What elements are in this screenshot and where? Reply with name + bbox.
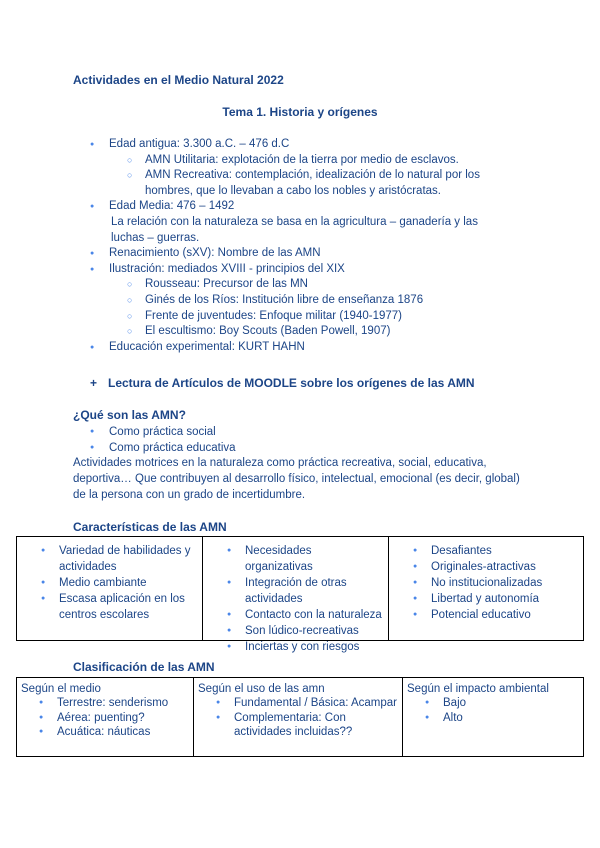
classification-item: ● Alto	[407, 711, 583, 725]
characteristic-item: ● Escasa aplicación en los centros escolares	[17, 591, 202, 623]
characteristic-item: ● No institucionalizadas	[389, 575, 583, 591]
moodle-reading-note	[90, 376, 475, 390]
history-subitem: ○ Frente de juventudes: Enfoque militar (1940-1977)	[90, 309, 510, 325]
classification-item: ● Fundamental / Básica: Acampar	[198, 696, 402, 710]
document-subtitle: Tema 1. Historia y orígenes	[222, 105, 378, 119]
classification-heading: Según el medio	[21, 683, 101, 695]
characteristics-title: Características de las AMN	[73, 520, 227, 534]
characteristic-item: ● Medio cambiante	[17, 575, 202, 591]
history-list	[90, 137, 510, 355]
classification-item: ● Terrestre: senderismo	[21, 696, 193, 710]
characteristics-table	[16, 536, 584, 653]
classification-list	[407, 696, 583, 725]
history-subitem: ○ Rousseau: Precursor de las MN	[90, 277, 510, 293]
characteristic-item: ● Originales-atractivas	[389, 559, 583, 575]
moodle-text: Lectura de Artículos de MOODLE sobre los orígenes de las AMN	[108, 376, 475, 390]
plus-icon: +	[90, 376, 98, 390]
characteristic-item: ● Variedad de habilidades y actividades	[17, 543, 202, 575]
classification-item: ● Aérea: puenting?	[21, 711, 193, 725]
classification-title: Clasificación de las AMN	[73, 660, 215, 674]
characteristic-item: ● Potencial educativo	[389, 607, 583, 623]
classification-list	[21, 696, 193, 739]
amn-question: ¿Qué son las AMN?	[73, 408, 186, 422]
history-item-ilustracion: ● Ilustración: mediados XVIII - principios del XIX	[90, 262, 510, 278]
amn-item: ● Como práctica social	[90, 424, 236, 440]
characteristic-item: ● Desafiantes	[389, 543, 583, 559]
classification-list	[198, 696, 402, 739]
classification-column	[194, 678, 403, 756]
characteristic-item: ● Necesidades organizativas	[203, 543, 388, 575]
history-subitem: ○ El escultismo: Boy Scouts (Baden Powell, 1907)	[90, 324, 510, 340]
history-subitem: ○ AMN Utilitaria: explotación de la tierra por medio de esclavos.	[90, 153, 510, 169]
classification-item: ● Bajo	[407, 696, 583, 710]
classification-heading: Según el impacto ambiental	[407, 683, 549, 695]
characteristic-item: ● Libertad y autonomía	[389, 591, 583, 607]
document-title: Actividades en el Medio Natural 2022	[73, 73, 284, 87]
history-media-note: La relación con la naturaleza se basa en la agricultura – ganadería y las luchas – guerras.	[111, 215, 478, 244]
characteristic-item: ● Contacto con la naturaleza	[203, 607, 388, 623]
classification-item: ● Complementaria: Con actividades incluidas??	[198, 711, 402, 740]
amn-definition: Actividades motrices en la naturaleza como práctica recreativa, social, educativa, deportiva… Que contribuyen al desarrollo físico, intelectual, emocional (es decir, global) de la persona con un grado de incertidumbre.	[73, 457, 520, 501]
history-item-renacimiento: ● Renacimiento (sXV): Nombre de las AMN	[90, 246, 510, 262]
history-item-experimental: ● Educación experimental: KURT HAHN	[90, 340, 510, 356]
amn-list	[90, 424, 236, 456]
characteristics-column	[389, 537, 583, 640]
characteristic-item: ● Integración de otras actividades	[203, 575, 388, 607]
history-item-antigua: ● Edad antigua: 3.300 a.C. – 476 d.C	[90, 137, 510, 153]
amn-item: ● Como práctica educativa	[90, 440, 236, 456]
characteristics-column	[17, 537, 203, 640]
characteristics-column	[203, 537, 389, 653]
characteristic-item: ● Son lúdico-recreativas	[203, 623, 388, 639]
classification-table	[16, 677, 584, 757]
characteristic-item: ● Inciertas y con riesgos	[203, 639, 388, 655]
classification-column	[403, 678, 583, 756]
classification-item: ● Acuática: náuticas	[21, 725, 193, 739]
history-subitem: ○ AMN Recreativa: contemplación, idealización de lo natural por los hombres, que lo llevaban a cabo los nobles y aristócratas.	[90, 168, 510, 199]
history-subitem: ○ Ginés de los Ríos: Institución libre de enseñanza 1876	[90, 293, 510, 309]
history-item-media: ● Edad Media: 476 – 1492	[90, 199, 510, 215]
classification-heading: Según el uso de las amn	[198, 683, 325, 695]
classification-column	[17, 678, 194, 756]
